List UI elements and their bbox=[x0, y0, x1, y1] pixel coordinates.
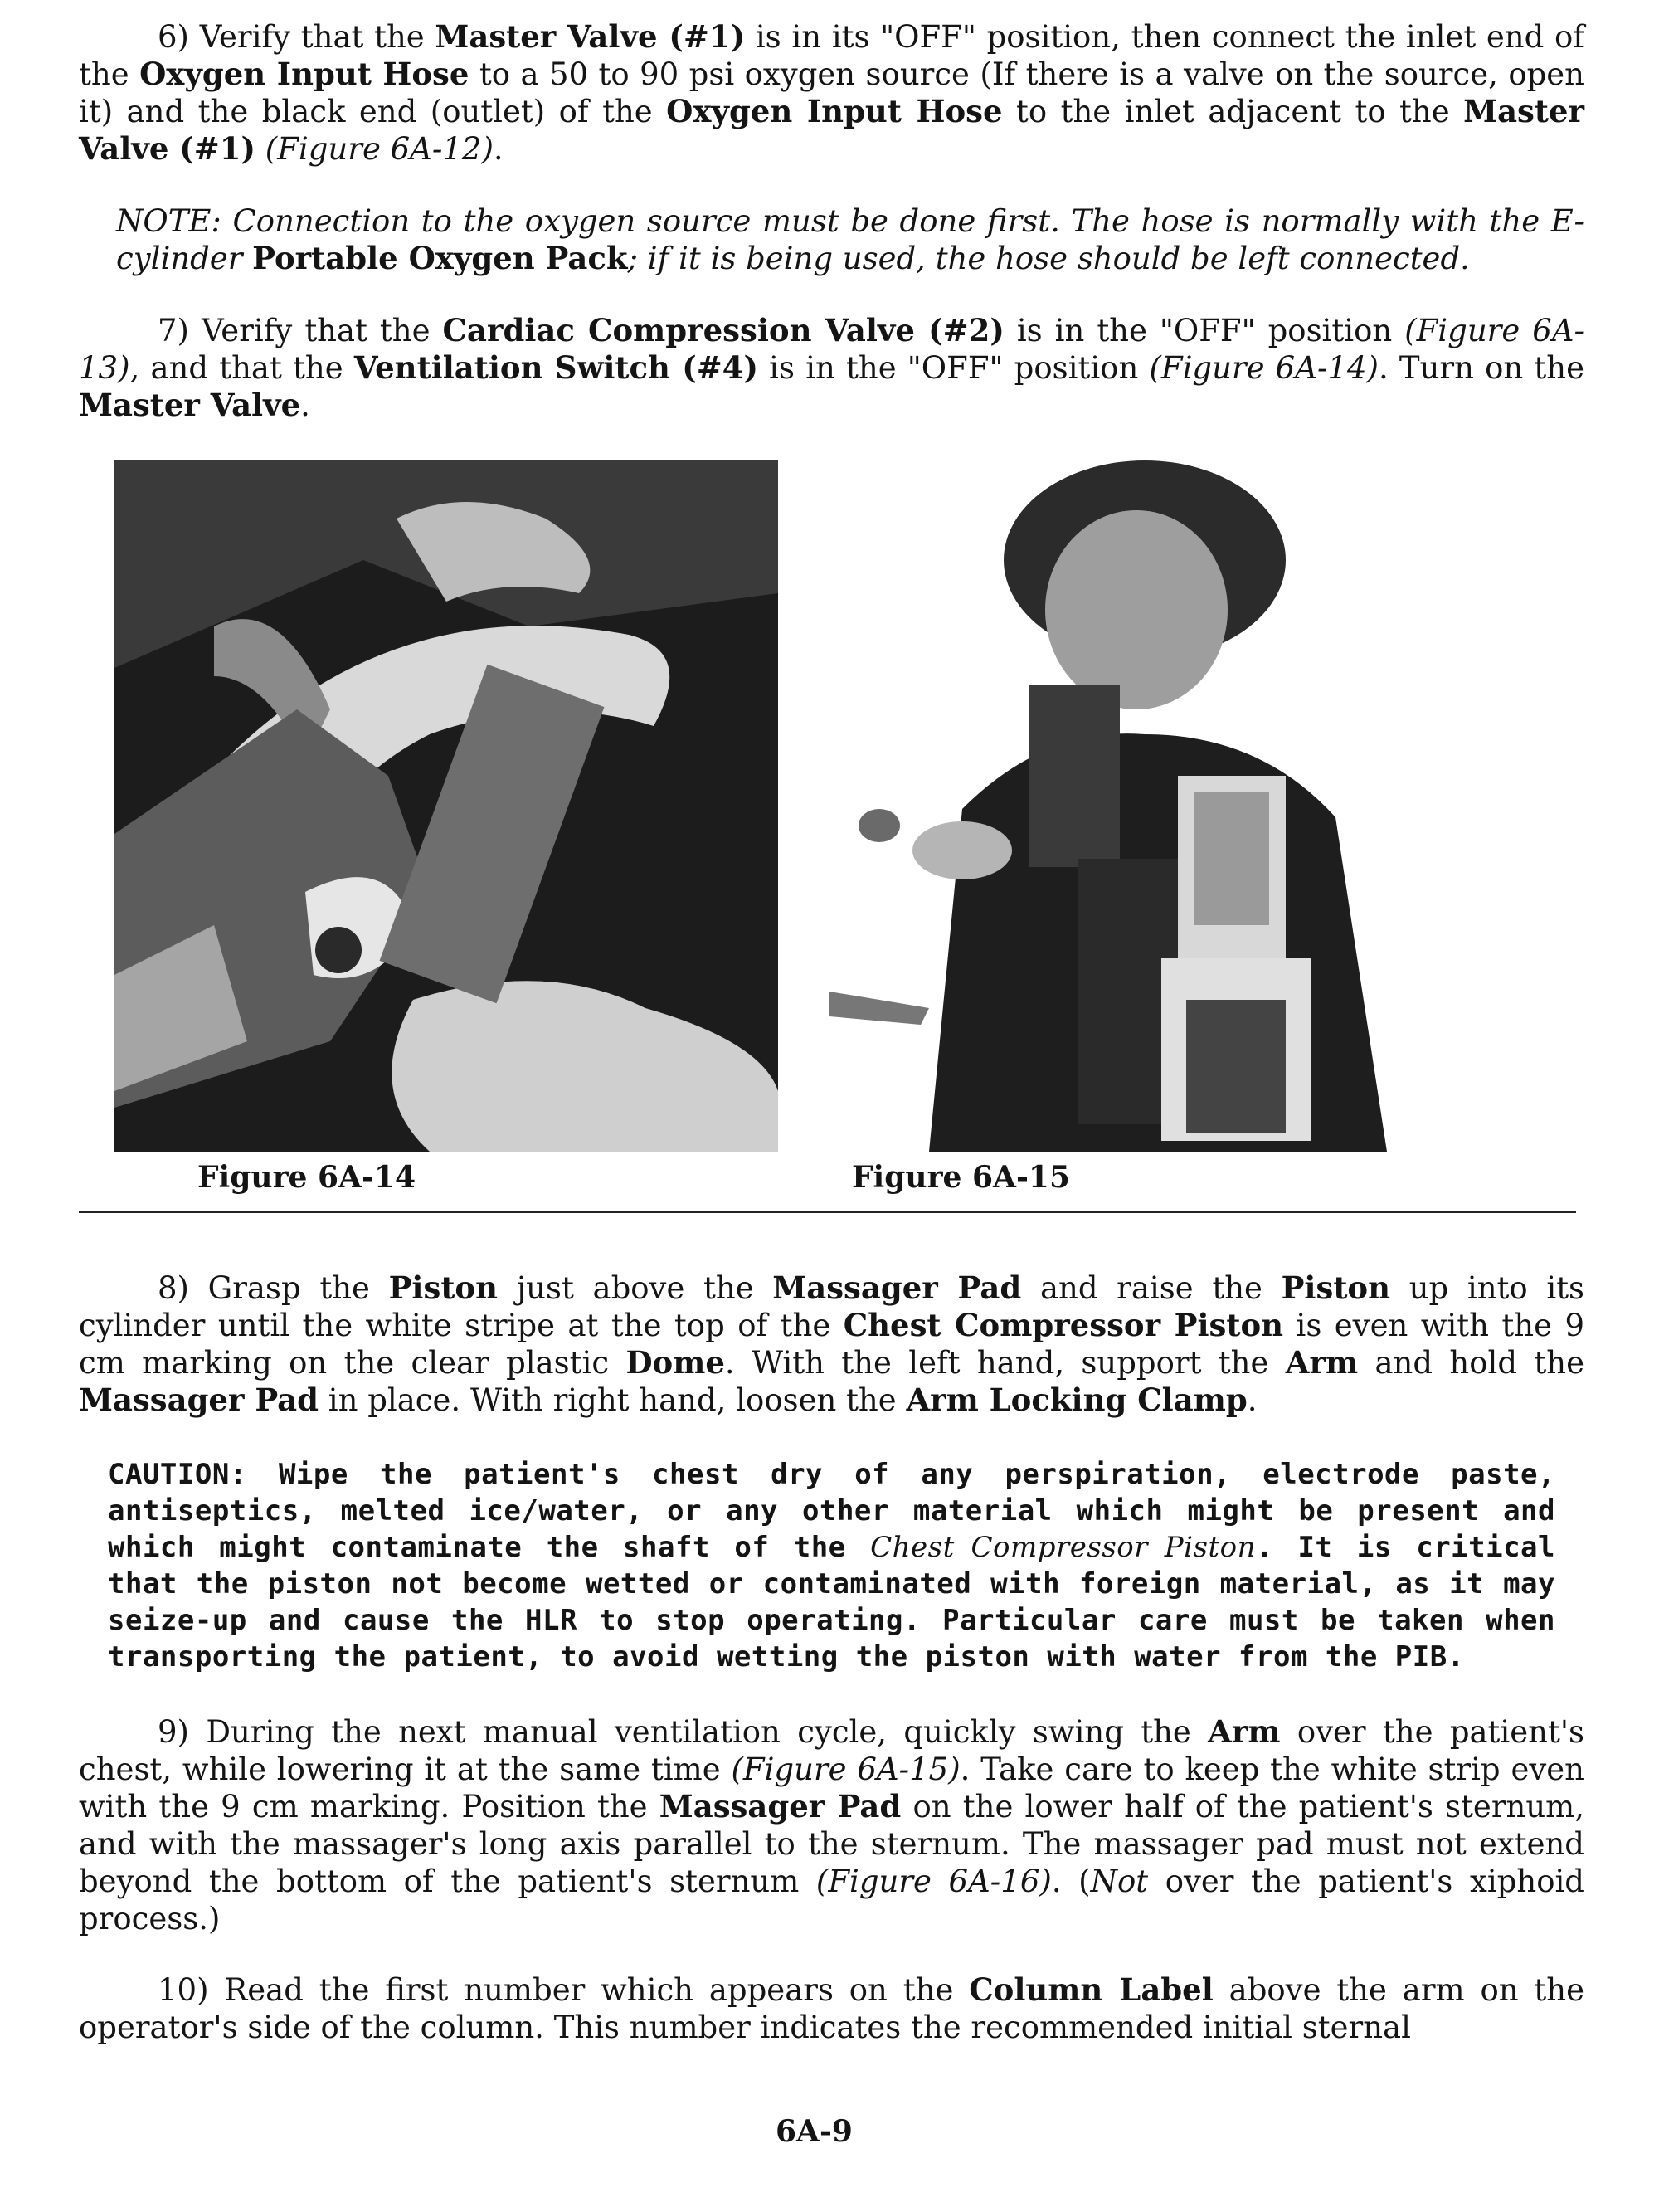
step-10-paragraph: 10) Read the first number which appears on the Column Label above the arm on the operator's side of the column. This number indicates the recommended initial sternal bbox=[79, 1971, 1584, 2045]
figure-6a-15-image bbox=[830, 460, 1387, 1152]
figure-6a-14-caption: Figure 6A-14 bbox=[197, 1160, 416, 1195]
figure-6a-14-photo bbox=[114, 460, 778, 1152]
figure-6a-15-caption: Figure 6A-15 bbox=[852, 1160, 1071, 1195]
horizontal-divider bbox=[79, 1211, 1576, 1213]
note-paragraph: NOTE: Connection to the oxygen source must be done first. The hose is normally with the E-cylinder Portable Oxygen Pack; if it is being used, the hose should be left connected. bbox=[116, 203, 1584, 276]
step-8-paragraph: 8) Grasp the Piston just above the Massager Pad and raise the Piston up into its cylinder until the white stripe at the top of the Chest Compressor Piston is even with the 9 cm marking on the clear plastic Dome. With the left hand, support the Arm and hold the Massager Pad in place. With right hand, loosen the Arm Locking Clamp. bbox=[79, 1269, 1585, 1418]
step-9-paragraph: 9) During the next manual ventilation cycle, quickly swing the Arm over the patient's chest, while lowering it at the same time (Figure 6A-15). Take care to keep the white strip even with the 9 cm marking. Position the Massager Pad on the lower half of the patient's sternum, and with the massager's long axis parallel to the sternum. The massager pad must not extend beyond the bottom of the patient's sternum (Figure 6A-16). (Not over the patient's xiphoid process.) bbox=[79, 1713, 1585, 1937]
figure-6a-14-image bbox=[114, 460, 778, 1152]
caution-paragraph: CAUTION: Wipe the patient's chest dry of any perspiration, electrode paste, antiseptics, melted ice/water, or any other material which might be present and which might contaminate the shaft of the Chest Compressor Piston. It is critical that the piston not become wetted or contaminated with foreign material, as it may seize-up and cause the HLR to stop operating. Particular care must be taken when transporting the patient, to avoid wetting the piston with water from the PIB. bbox=[108, 1458, 1555, 1674]
step-7-paragraph: 7) Verify that the Cardiac Compression Valve (#2) is in the "OFF" position (Figure 6A-13), and that the Ventilation Switch (#4) is in the "OFF" position (Figure 6A-14). Turn on the Master Valve. bbox=[79, 312, 1584, 423]
step-6-paragraph: 6) Verify that the Master Valve (#1) is in its "OFF" position, then connect the inlet end of the Oxygen Input Hose to a 50 to 90 psi oxygen source (If there is a valve on the source, open it) and the black end (outlet) of the Oxygen Input Hose to the inlet adjacent to the Master Valve (#1) (Figure 6A-12). bbox=[79, 18, 1585, 167]
figure-6a-15-photo bbox=[830, 460, 1387, 1152]
page-number: 6A-9 bbox=[776, 2114, 853, 2149]
